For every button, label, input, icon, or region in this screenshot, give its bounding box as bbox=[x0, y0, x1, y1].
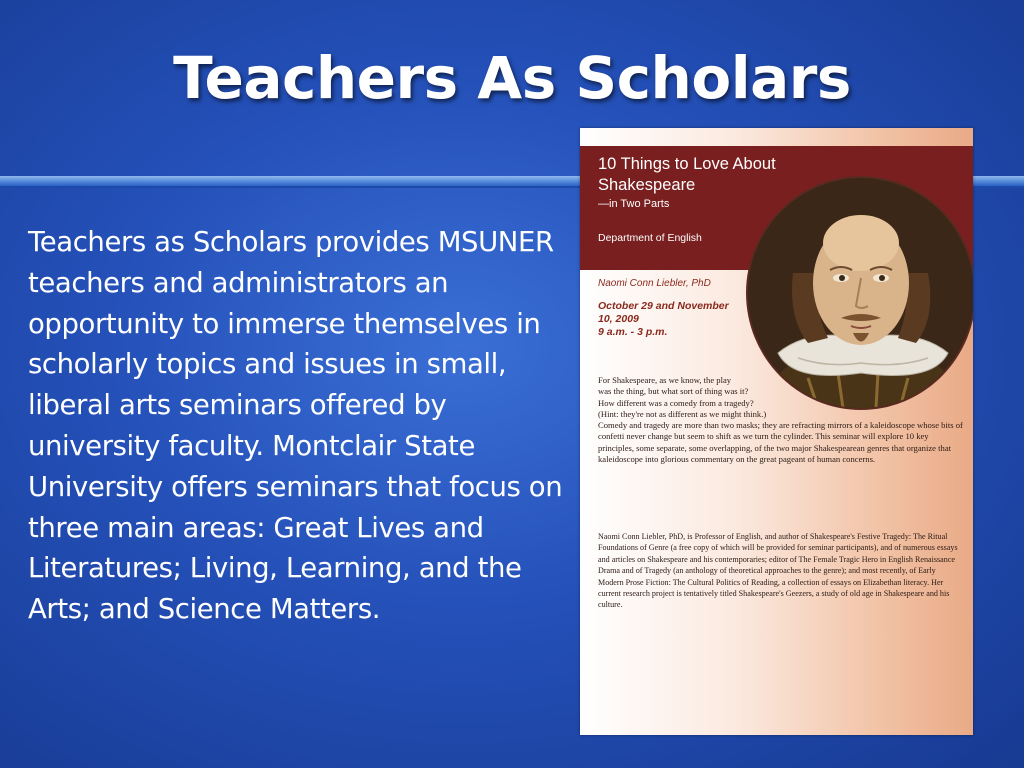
flyer-date-range: October 29 and November 10, 2009 bbox=[598, 300, 729, 325]
flyer-subheading: —in Two Parts bbox=[598, 198, 670, 210]
flyer-description-line: For Shakespeare, as we know, the play bbox=[598, 375, 732, 385]
seminar-flyer-image bbox=[580, 128, 973, 735]
flyer-department: Department of English bbox=[598, 232, 702, 244]
flyer-author-bio: Naomi Conn Liebler, PhD, is Professor of English, and author of Shakespeare's Festive Tragedy: The Ritual Foundations of Genre (a free copy of which will be provided for seminar participants), and of numerous essays and articles on Shakespeare and his contemporaries; editor of The Female Tragic Hero in English Renaissance Drama and of Tragedy (an anthology of theoretical approaches to the genre); and most recently, of Early Modern Prose Fiction: The Cultural Politics of Reading, a collection of essays on Elizabethan literacy. Her current research project is tentatively titled Shakespeare's Geezers, a study of old age in Shakespeare and his culture. bbox=[598, 532, 958, 610]
flyer-description-line: was the thing, but what sort of thing was it? bbox=[598, 386, 749, 397]
slide-title: Teachers As Scholars bbox=[173, 44, 851, 112]
flyer-time: 9 a.m. - 3 p.m. bbox=[598, 326, 668, 338]
flyer-description bbox=[598, 375, 963, 465]
flyer-heading: 10 Things to Love About Shakespeare bbox=[598, 155, 776, 194]
slide-body-text: Teachers as Scholars provides MSUNER teachers and administrators an opportunity to immerse themselves in scholarly topics and issues in small, liberal arts seminars offered by university faculty. Montclair State University offers seminars that focus on three main areas: Great Lives and Literatures; Living, Learning, and the Arts; and Science Matters. bbox=[28, 226, 563, 626]
flyer-author: Naomi Conn Liebler, PhD bbox=[598, 278, 711, 289]
flyer-dates bbox=[598, 300, 738, 339]
flyer-description-line: (Hint: they're not as different as we might think.) bbox=[598, 408, 767, 419]
flyer-description-paragraph: Comedy and tragedy are more than two masks; they are refracting mirrors of a kaleidoscope whose bits of confetti never change but seem to shift as we turn the cylinder. This seminar will explore 10 key principles, some separate, some overlapping, of the two major Shakespearean genres that organize that kaleidoscope into glorious commentary on the great pageant of human concerns. bbox=[598, 420, 963, 465]
flyer-description-line: How different was a comedy from a tragedy? bbox=[598, 397, 754, 408]
